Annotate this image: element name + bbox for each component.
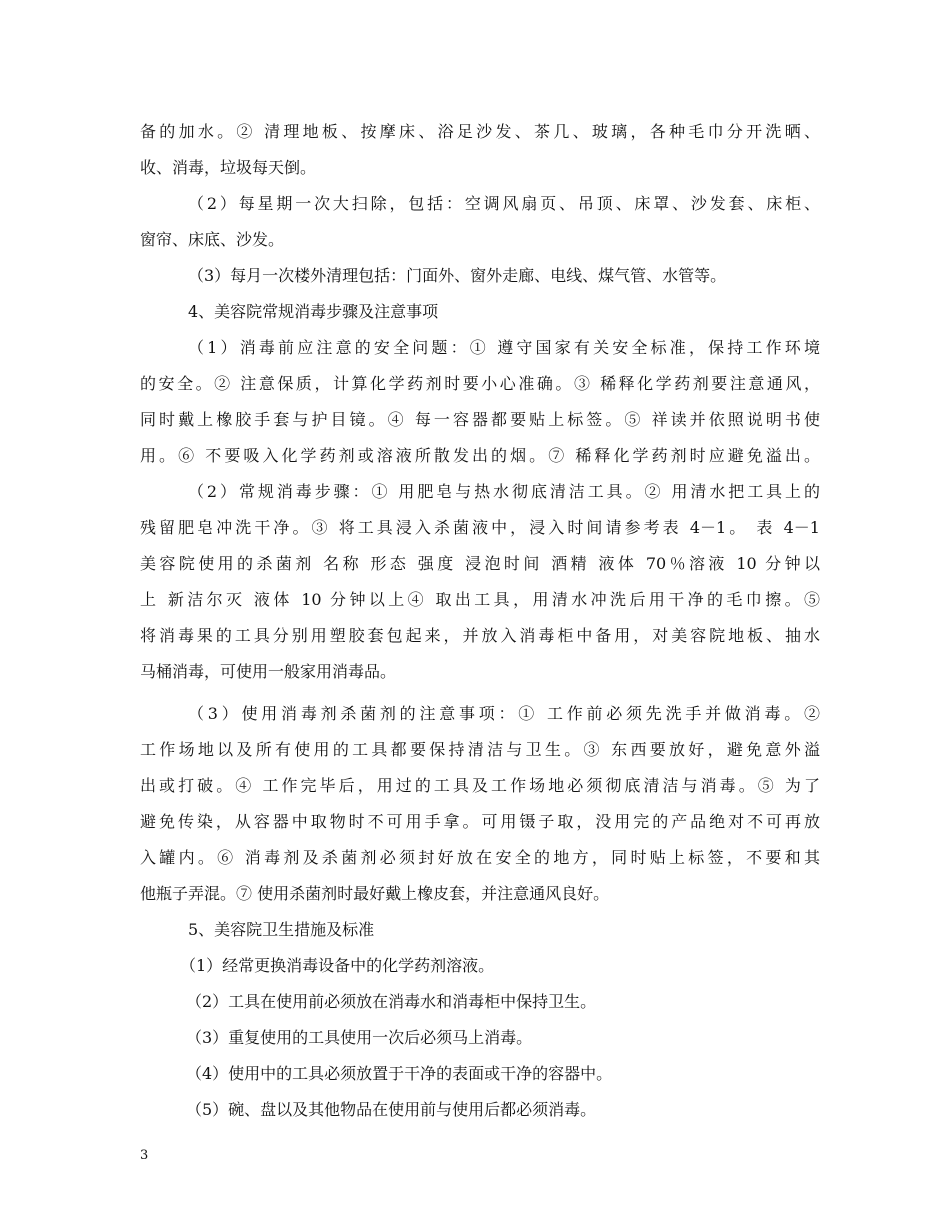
text-line: 入罐内。⑥ 消毒剂及杀菌剂必须封好放在安全的地方，同时贴上标签，不要和其 xyxy=(140,848,820,867)
text-line: 避免传染，从容器中取物时不可用手拿。可用镊子取，没用完的产品绝对不可再放 xyxy=(140,812,820,831)
text-line: （1）消毒前应注意的安全问题：① 遵守国家有关安全标准，保持工作环境 xyxy=(188,338,820,357)
text-line: 收、消毒，垃圾每天倒。 xyxy=(140,158,317,177)
text-line: 用。⑥ 不要吸入化学药剂或溶液所散发出的烟。⑦ 稀释化学药剂时应避免溢出。 xyxy=(140,446,820,465)
text-line: 美容院使用的杀菌剂 名称 形态 强度 浸泡时间 酒精 液体 70％溶液 10 分钟以 xyxy=(140,554,820,573)
section-heading: 5、美容院卫生措施及标准 xyxy=(188,920,375,939)
text-line: 备的加水。② 清理地板、按摩床、浴足沙发、茶几、玻璃，各种毛巾分开洗晒、 xyxy=(140,122,820,141)
text-line: 上 新洁尔灭 液体 10 分钟以上④ 取出工具，用清水冲洗后用干净的毛巾擦。⑤ xyxy=(140,590,820,609)
text-line: （2）每星期一次大扫除，包括：空调风扇页、吊顶、床罩、沙发套、床柜、 xyxy=(188,194,820,213)
text-line: 残留肥皂冲洗干净。③ 将工具浸入杀菌液中，浸入时间请参考表 4－1。 表 4－1 xyxy=(140,518,820,537)
list-item: （3）重复使用的工具使用一次后必须马上消毒。 xyxy=(186,1028,533,1047)
list-item: （5）碗、盘以及其他物品在使用前与使用后都必须消毒。 xyxy=(186,1100,597,1119)
text-line: （3）使用消毒剂杀菌剂的注意事项：① 工作前必须先洗手并做消毒。② xyxy=(188,704,820,723)
text-line: （3）每月一次楼外清理包括：门面外、窗外走廊、电线、煤气管、水管等。 xyxy=(188,266,727,285)
list-item: （4）使用中的工具必须放置于干净的表面或干净的容器中。 xyxy=(186,1064,613,1083)
text-line: 马桶消毒，可使用一般家用消毒品。 xyxy=(140,662,397,681)
list-item: （1）经常更换消毒设备中的化学药剂溶液。 xyxy=(180,956,495,975)
text-line: 工作场地以及所有使用的工具都要保持清洁与卫生。③ 东西要放好，避免意外溢 xyxy=(140,740,820,759)
text-line: 将消毒果的工具分别用塑胶套包起来，并放入消毒柜中备用，对美容院地板、抽水 xyxy=(140,626,820,645)
section-heading: 4、美容院常规消毒步骤及注意事项 xyxy=(188,302,439,321)
text-line: 他瓶子弄混。⑦ 使用杀菌剂时最好戴上橡皮套，并注意通风良好。 xyxy=(140,884,610,903)
text-line: 出或打破。④ 工作完毕后，用过的工具及工作场地必须彻底清洁与消毒。⑤ 为了 xyxy=(140,776,820,795)
text-line: （2）常规消毒步骤：① 用肥皂与热水彻底清洁工具。② 用清水把工具上的 xyxy=(188,482,820,501)
list-item: （2）工具在使用前必须放在消毒水和消毒柜中保持卫生。 xyxy=(186,992,597,1011)
text-line: 的安全。② 注意保质，计算化学药剂时要小心准确。③ 稀释化学药剂要注意通风， xyxy=(140,374,820,393)
text-line: 窗帘、床底、沙发。 xyxy=(140,230,285,249)
document-body xyxy=(140,114,820,1128)
page-number: 3 xyxy=(140,1148,149,1163)
text-line: 同时戴上橡胶手套与护目镜。④ 每一容器都要贴上标签。⑤ 祥读并依照说明书使 xyxy=(140,410,820,429)
